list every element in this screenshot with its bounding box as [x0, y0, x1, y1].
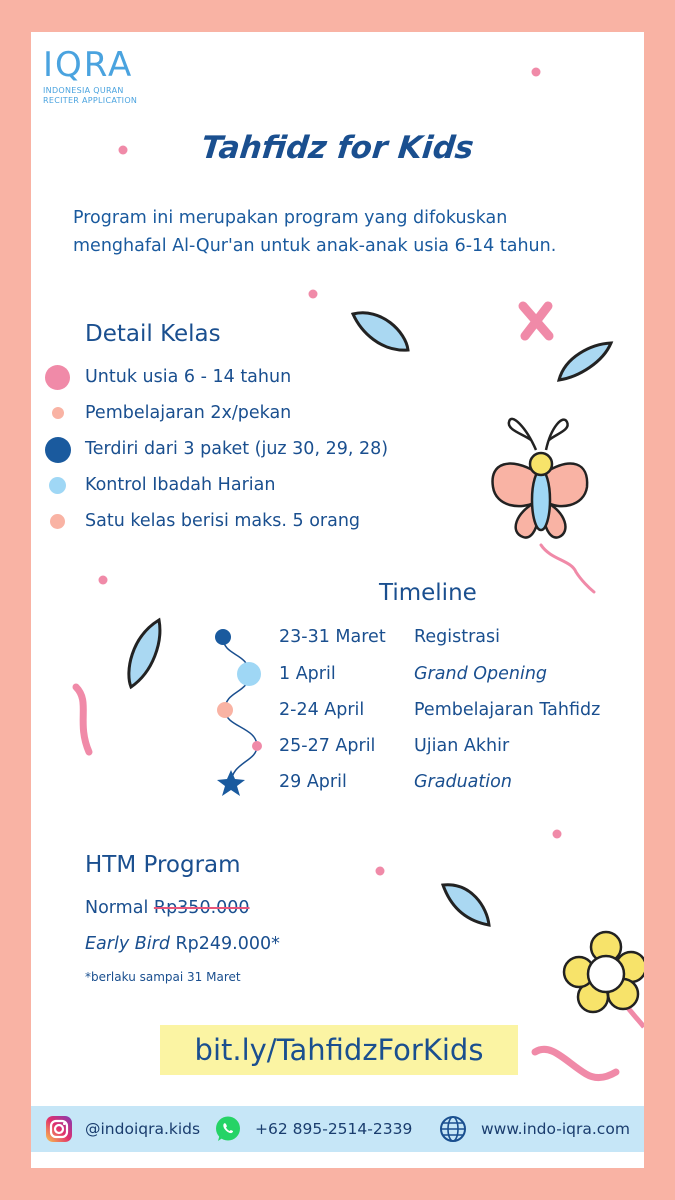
timeline-date: 25-27 April	[279, 736, 376, 756]
deco-dot	[553, 830, 562, 839]
detail-item-label: Satu kelas berisi maks. 5 orang	[85, 511, 361, 531]
list-item	[45, 434, 465, 464]
timeline-markers	[207, 622, 277, 802]
squiggle-icon	[541, 545, 594, 592]
htm-title: HTM Program	[85, 852, 241, 878]
page-title: Tahfidz for Kids	[199, 130, 476, 166]
butterfly-icon	[493, 419, 588, 538]
logo-subtitle-2: RECITER APPLICATION	[43, 96, 138, 105]
flower-icon	[564, 932, 644, 1027]
intro-line-1: Program ini merupakan program yang difokuskan	[73, 208, 508, 228]
detail-item-label: Untuk usia 6 - 14 tahun	[85, 367, 292, 387]
blue-bullet-icon	[45, 437, 71, 463]
deco-cross-icon	[523, 306, 549, 336]
timeline-dot-icon	[252, 741, 262, 751]
logo-subtitle-1: INDONESIA QURAN	[43, 86, 124, 95]
globe-icon	[439, 1115, 467, 1143]
timeline-date: 2-24 April	[279, 700, 365, 720]
timeline-dot-icon	[237, 662, 261, 686]
list-item	[45, 470, 465, 500]
normal-price: Rp350.000	[153, 898, 250, 918]
timeline-event: Grand Opening	[414, 664, 548, 684]
timeline-dot-icon	[217, 702, 233, 718]
detail-kelas-title: Detail Kelas	[85, 321, 221, 347]
timeline-event: Registrasi	[414, 627, 500, 647]
timeline-date: 1 April	[279, 664, 336, 684]
poster-card	[31, 32, 644, 1168]
deco-dot	[119, 146, 128, 155]
leaf-icon	[443, 885, 489, 925]
list-item	[45, 506, 465, 536]
detail-item-label: Kontrol Ibadah Harian	[85, 475, 276, 495]
deco-dot	[99, 576, 108, 585]
detail-item-label: Pembelajaran 2x/pekan	[85, 403, 292, 423]
contact-footer	[31, 1106, 644, 1152]
detail-item-label: Terdiri dari 3 paket (juz 30, 29, 28)	[85, 439, 389, 459]
price-note: *berlaku sampai 31 Maret	[85, 970, 241, 984]
list-item	[45, 398, 465, 428]
decorations	[31, 32, 644, 1168]
website-url[interactable]: www.indo-iqra.com	[481, 1120, 630, 1138]
deco-dot	[309, 290, 318, 299]
timeline-event: Graduation	[414, 772, 512, 792]
early-bird-price: Rp249.000*	[175, 934, 280, 954]
early-bird-label: Early Bird	[85, 934, 170, 954]
timeline-date: 29 April	[279, 772, 347, 792]
star-icon	[217, 770, 245, 796]
timeline-event: Pembelajaran Tahfidz	[414, 700, 601, 720]
peach-bullet-icon	[50, 514, 65, 529]
timeline-event: Ujian Akhir	[414, 736, 510, 756]
timeline-title: Timeline	[379, 580, 477, 606]
normal-label: Normal	[85, 898, 149, 918]
instagram-handle[interactable]: @indoiqra.kids	[85, 1120, 201, 1138]
list-item	[45, 362, 465, 392]
lightblue-bullet-icon	[49, 477, 66, 494]
deco-dot	[532, 68, 541, 77]
squiggle-icon	[76, 687, 89, 752]
normal-price-line	[85, 898, 250, 918]
peach-bullet-icon	[52, 407, 64, 419]
intro-line-2: menghafal Al-Qur'an untuk anak-anak usia 6-14 tahun.	[73, 236, 557, 256]
logo-text: IQRA	[43, 45, 134, 85]
pink-bullet-icon	[45, 365, 70, 390]
leaf-icon	[559, 343, 611, 380]
leaf-icon	[353, 313, 408, 350]
early-bird-line	[85, 934, 280, 954]
deco-dot	[376, 867, 385, 876]
instagram-icon	[45, 1115, 73, 1143]
whatsapp-icon	[214, 1115, 242, 1143]
squiggle-icon	[535, 1049, 616, 1077]
registration-link[interactable]: bit.ly/TahfidzForKids	[160, 1025, 518, 1075]
leaf-icon	[129, 620, 160, 687]
whatsapp-number[interactable]: +62 895-2514-2339	[255, 1120, 413, 1138]
timeline-date: 23-31 Maret	[279, 627, 386, 647]
timeline-dot-icon	[215, 629, 231, 645]
